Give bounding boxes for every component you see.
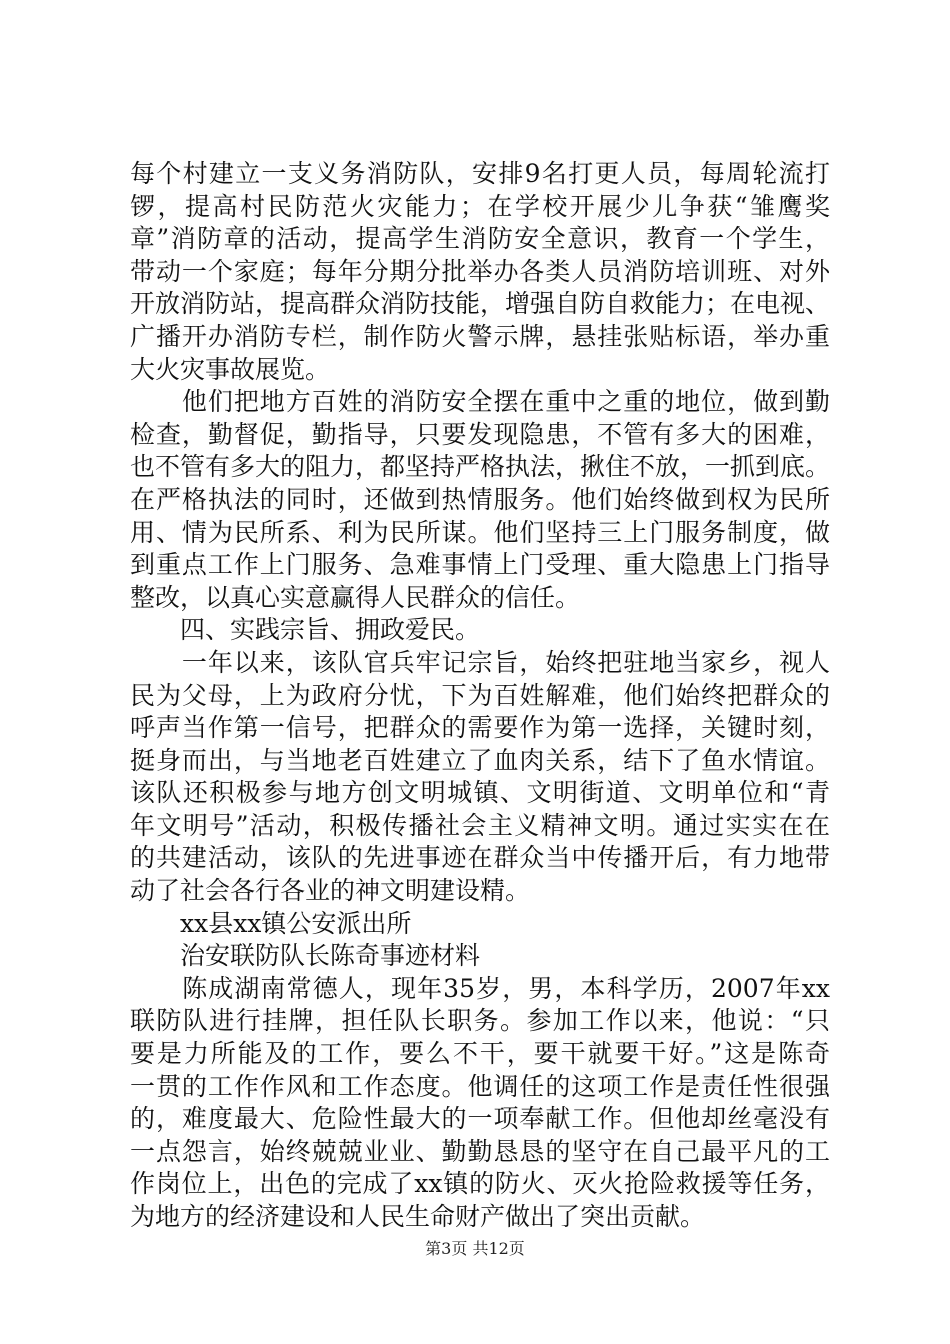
text-line: 也不管有多大的阻力，都坚持严格执法，揪住不放，一抓到底。: [130, 452, 831, 482]
text-line: 到重点工作上门服务、急难事情上门受理、重大隐患上门指导: [130, 550, 830, 580]
text-line: 章”消防章的活动，提高学生消防安全意识，教育一个学生，: [130, 224, 830, 254]
text-line: 在严格执法的同时，还做到热情服务。他们始终做到权为民所: [130, 484, 830, 514]
text-line: 每个村建立一支义务消防队，安排9名打更人员，每周轮流打: [130, 159, 830, 188]
text-line: 的共建活动，该队的先进事迹在群众当中传播开后，有力地带: [130, 843, 830, 873]
text-line: 挺身而出，与当地老百姓建立了血肉关系，结下了鱼水情谊。: [130, 745, 830, 775]
text-line: 一年以来，该队官兵牢记宗旨，始终把驻地当家乡，视人: [130, 647, 830, 677]
text-line: 带动一个家庭；每年分期分批举办各类人员消防培训班、对外: [130, 256, 830, 286]
text-line: 为地方的经济建设和人民生命财产做出了突出贡献。: [130, 1202, 706, 1231]
text-line: 年文明号”活动，积极传播社会主义精神文明。通过实实在在: [130, 810, 830, 840]
text-line: 广播开办消防专栏，制作防火警示牌，悬挂张贴标语，举办重: [130, 321, 830, 351]
document-body: [130, 158, 830, 1234]
text-line: 呼声当作第一信号，把群众的需要作为第一选择，关键时刻，: [130, 713, 830, 743]
text-line: 开放消防站，提高群众消防技能，增强自防自救能力；在电视、: [130, 289, 831, 319]
text-line: 他们把地方百姓的消防安全摆在重中之重的地位，做到勤: [130, 387, 830, 417]
text-line: 锣，提高村民防范火灾能力；在学校开展少儿争获“雏鹰奖: [130, 191, 830, 221]
text-line: 联防队进行挂牌，担任队长职务。参加工作以来，他说：“只: [130, 1006, 830, 1036]
text-line: 大火灾事故展览。: [130, 354, 331, 384]
text-line: 要是力所能及的工作，要么不干，要干就要干好。”这是陈奇: [130, 1039, 830, 1069]
page-footer: 第3页 共12页: [425, 1239, 525, 1258]
text-line: 一点怨言，始终兢兢业业、勤勤恳恳的坚守在自己最平凡的工: [130, 1136, 830, 1166]
text-line: 作岗位上，出色的完成了xx镇的防火、灭火抢险救援等任务，: [130, 1169, 830, 1199]
text-line: 该队还积极参与地方创文明城镇、文明街道、文明单位和“青: [130, 778, 830, 808]
text-line: 陈成湖南常德人，现年35岁，男，本科学历，2007年xx: [130, 973, 830, 1003]
text-line: 民为父母，上为政府分忧，下为百姓解难，他们始终把群众的: [130, 680, 830, 710]
text-line: 的，难度最大、危险性最大的一项奉献工作。但他却丝毫没有: [130, 1104, 830, 1134]
text-line: 整改，以真心实意赢得人民群众的信任。: [130, 582, 581, 612]
text-line: xx县xx镇公安派出所: [130, 908, 412, 938]
text-line: 四、实践宗旨、拥政爱民。: [130, 615, 481, 645]
text-line: 一贯的工作作风和工作态度。他调任的这项工作是责任性很强: [130, 1071, 830, 1101]
text-line: 检查，勤督促，勤指导，只要发现隐患，不管有多大的困难，: [130, 419, 830, 449]
text-line: 治安联防队长陈奇事迹材料: [130, 941, 481, 971]
text-line: 动了社会各行各业的神文明建设精。: [130, 876, 531, 906]
text-line: 用、情为民所系、利为民所谋。他们坚持三上门服务制度，做: [130, 517, 830, 547]
